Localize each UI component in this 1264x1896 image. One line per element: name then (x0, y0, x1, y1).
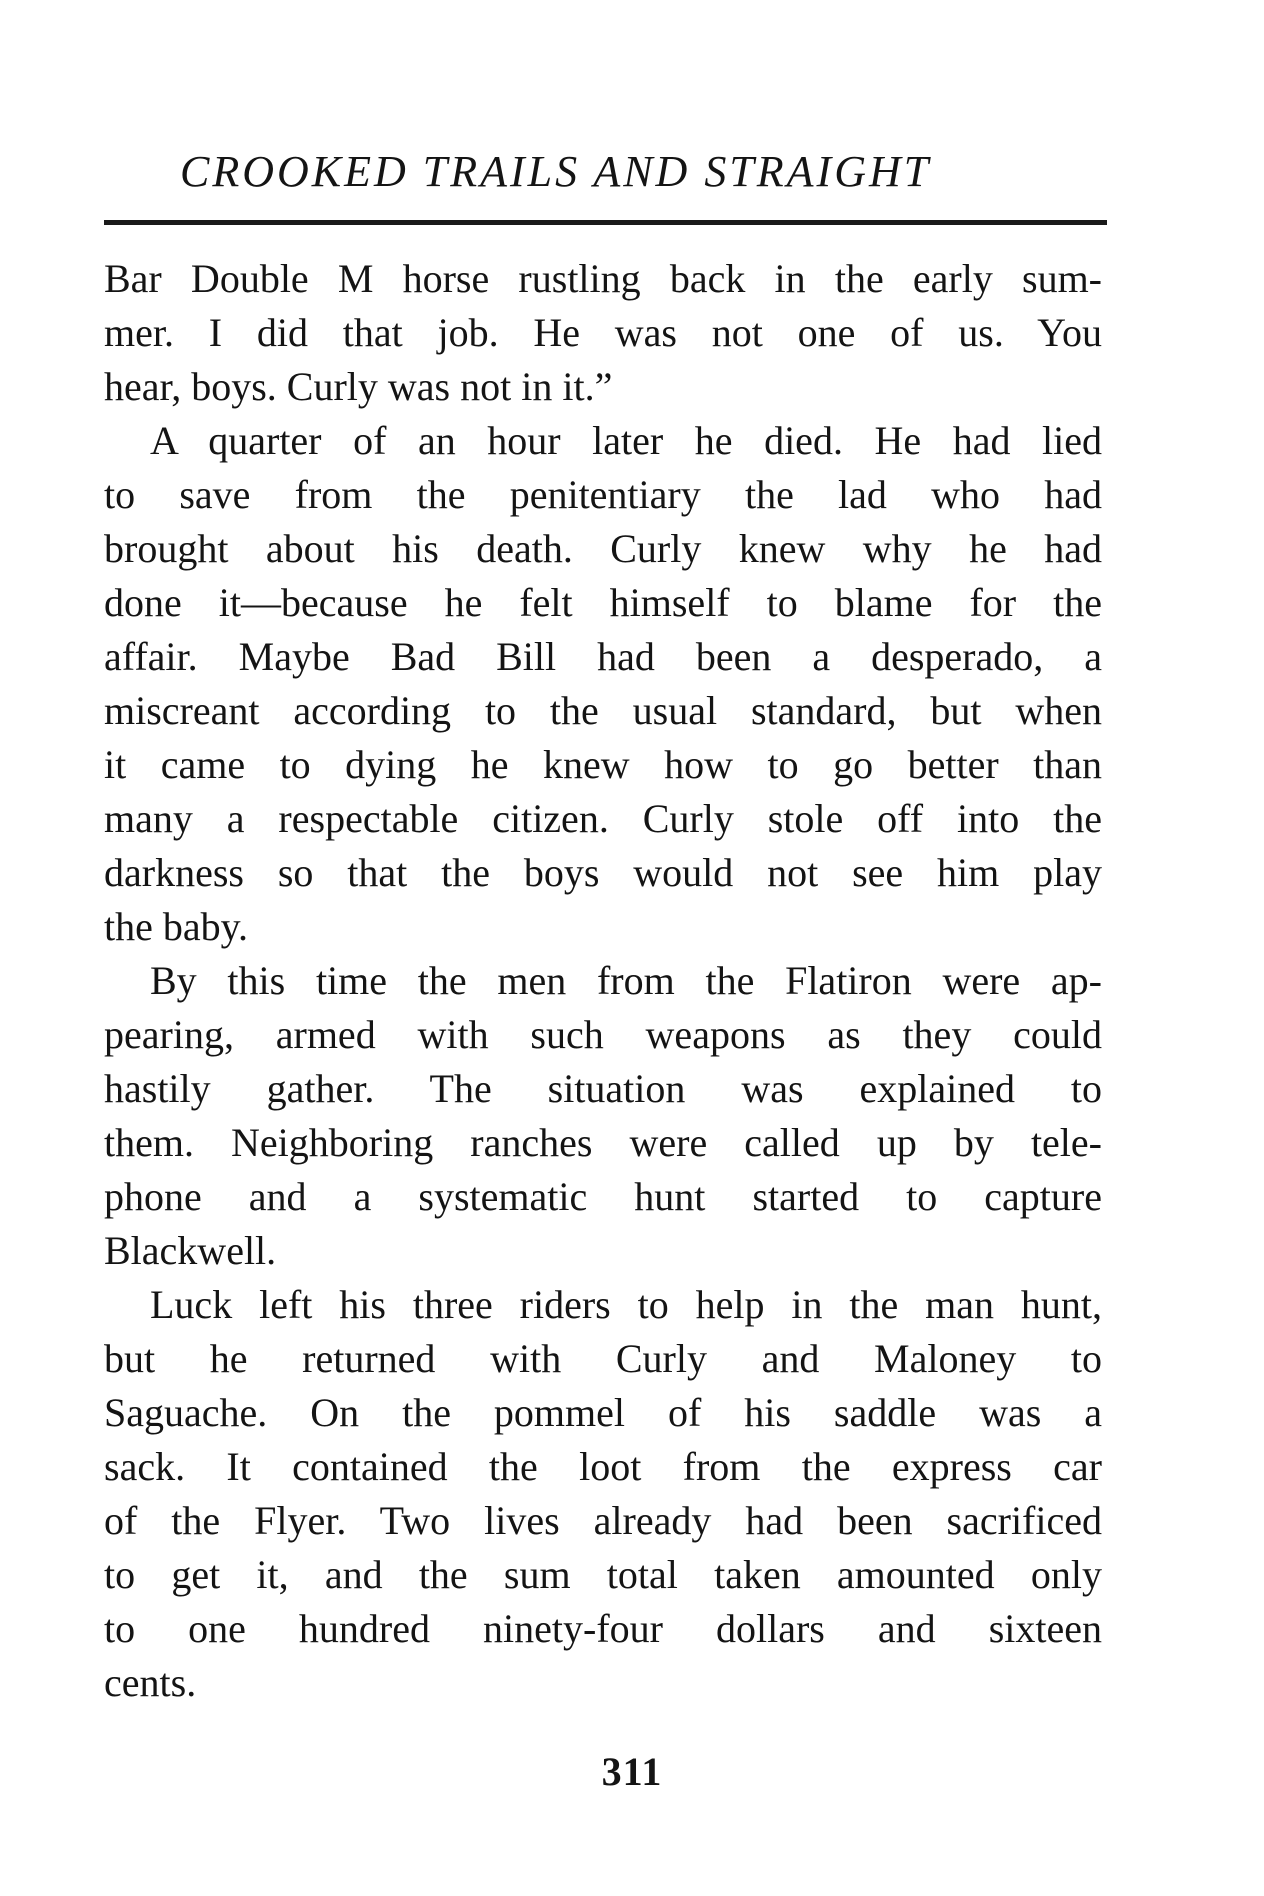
text-line: Luck left his three riders to help in the man hunt, (150, 1282, 1102, 1327)
text-line: affair. Maybe Bad Bill had been a desperado, a (104, 634, 1102, 679)
text-line: it came to dying he knew how to go better than (104, 742, 1102, 787)
text-line: Bar Double M horse rustling back in the early sum- (104, 256, 1102, 301)
text-line: hear, boys. Curly was not in it.” (104, 364, 613, 409)
body-text (104, 252, 1102, 1710)
text-line: to one hundred ninety-four dollars and sixteen (104, 1606, 1102, 1651)
text-line: Blackwell. (104, 1228, 277, 1273)
text-line: the baby. (104, 904, 249, 949)
page-number: 311 (601, 1749, 663, 1794)
text-line: A quarter of an hour later he died. He had lied (150, 418, 1102, 463)
text-line: darkness so that the boys would not see him play (104, 850, 1102, 895)
running-head: CROOKED TRAILS AND STRAIGHT (180, 147, 932, 196)
text-line: to save from the penitentiary the lad who had (104, 472, 1102, 517)
header-rule (104, 220, 1107, 225)
text-line: cents. (104, 1660, 197, 1705)
text-line: them. Neighboring ranches were called up by tele- (104, 1120, 1102, 1165)
text-line: of the Flyer. Two lives already had been sacrificed (104, 1498, 1102, 1543)
text-line: phone and a systematic hunt started to capture (104, 1174, 1102, 1219)
text-line: pearing, armed with such weapons as they could (104, 1012, 1102, 1057)
text-line: Saguache. On the pommel of his saddle was a (104, 1390, 1102, 1435)
text-line: hastily gather. The situation was explained to (104, 1066, 1102, 1111)
text-line: miscreant according to the usual standard, but when (104, 688, 1102, 733)
text-line: mer. I did that job. He was not one of us. You (104, 310, 1102, 355)
text-line: to get it, and the sum total taken amounted only (104, 1552, 1102, 1597)
text-line: sack. It contained the loot from the express car (104, 1444, 1102, 1489)
text-line: many a respectable citizen. Curly stole off into the (104, 796, 1102, 841)
text-line: By this time the men from the Flatiron were ap- (150, 958, 1102, 1003)
text-line: brought about his death. Curly knew why he had (104, 526, 1102, 571)
text-line: but he returned with Curly and Maloney to (104, 1336, 1102, 1381)
text-line: done it—because he felt himself to blame for the (104, 580, 1102, 625)
